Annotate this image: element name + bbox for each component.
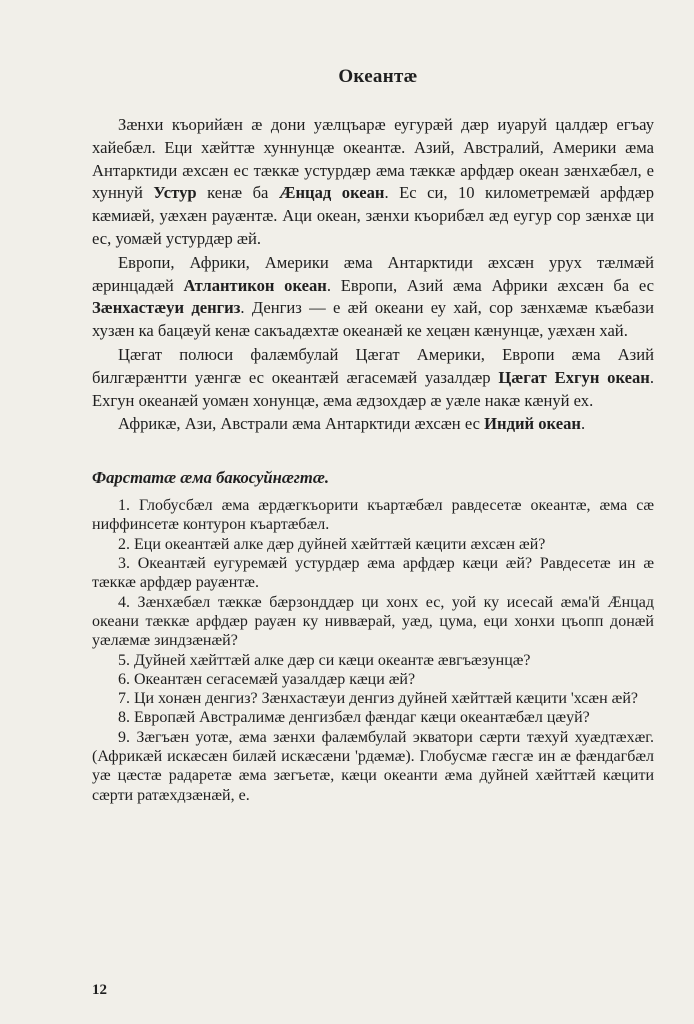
- paragraph-2: [92, 252, 654, 343]
- term-atlantikon-okean: Атлантикон океан: [183, 275, 327, 295]
- questions-list: [92, 496, 654, 805]
- term-ustur: Устур: [153, 183, 197, 203]
- paragraph-3: [92, 344, 654, 412]
- text-run: . Ес си, 10 километремæй арфдæр кæмиæй, уæхæн рауæнтæ. Аци океан, зæнхи къорибæл æд еугур сор зæнхæ ци ес, уомæй устурдæр æй.: [92, 183, 654, 248]
- text-run: . Денгиз — е æй океани еу хай, сор зæнхæмæ къæбази хузæн ка бацæуй кенæ сакъадæхтæ океанæй ке хецæн кæнунцæ, уæхæн хай.: [92, 298, 654, 341]
- question-item: 4. Зæнхæбæл тæккæ бæрзонддæр ци хонх ес, уой ку исесай æма'й Æнцад океани тæккæ арфдæр рауæн ку ниввæрай, уæд, цума, еци хонхи цъопп донæй уæлæмæ зиндзæнæй?: [92, 593, 654, 650]
- question-item: 2. Еци океантæй алке дæр дуйней хæйттæй кæцити æхсæн æй?: [118, 535, 546, 553]
- text-run: Цæгат полюси фалæмбулай Цæгат Америки, Европи æма Азий билгæрæнтти уæнгæ ес океантæй æгасемæй уазалдæр: [92, 344, 654, 387]
- page-number: 12: [92, 982, 107, 998]
- question-item: 6. Океантæн сегасемæй уазалдæр кæци æй?: [118, 670, 416, 688]
- question-item: 3. Океантæй еугуремæй устурдæр æма арфдæр кæци æй? Равдесетæ ин æ тæккæ арфдæр рауæнтæ.: [92, 555, 654, 592]
- question-item: 5. Дуйней хæйттæй алке дæр си кæци океантæ æвгъæзунцæ?: [118, 651, 531, 669]
- text-run: Африкæ, Ази, Австрали æма Антарктиди æхсæн ес: [118, 414, 485, 434]
- body-text: [92, 114, 654, 436]
- question-item: 1. Глобусбæл æма æрдæгкъорити къартæбæл равдесетæ океантæ, æма сæ ниффинсетæ контурон къартæбæл.: [92, 497, 654, 534]
- paragraph-1: [92, 114, 654, 251]
- questions-heading: Фарстатæ æма бакосуйнæгтæ.: [92, 468, 329, 488]
- term-tsaegat-ekhgun-okean: Цæгат Ехгун океан: [498, 367, 650, 387]
- term-indiy-okean: Индий океан: [484, 414, 581, 434]
- text-run: Зæнхи къорийæн æ дони уæлцъарæ еугурæй дæр иуаруй цалдæр егъау хайебæл. Еци хæйттæ хуннунцæ океантæ. Азий, Австралий, Америки æма Антарктиди æхсæн ес тæккæ устурдæр æма тæккæ арфдæр океан зæнхæбæл, е хуннуй: [92, 115, 654, 203]
- term-aentsad-okean: Æнцад океан: [278, 183, 385, 203]
- term-zaenkhastaeui-dengiz: Зæнхастæуи денгиз: [92, 298, 241, 318]
- paragraph-4: [92, 413, 654, 436]
- question-item: 8. Европæй Австралимæ денгизбæл фæндаг кæци океантæбæл цæуй?: [118, 709, 590, 727]
- text-run: кенæ ба: [196, 183, 279, 203]
- text-run: .: [580, 414, 586, 434]
- page-title: Океантæ: [338, 66, 418, 87]
- text-run: Европи, Африки, Америки æма Антарктиди æхсæн урух тæлмæй æринцадæй: [92, 252, 654, 295]
- question-item: 9. Зæгъæн уотæ, æма зæнхи фалæмбулай экватори сæрти тæхуй хуæдтæхæг. (Африкæй искæсæн билæй искæсæни 'рдæмæ). Глобусмæ гæсгæ ин æ фæндагбæл уæ цæстæ радаретæ æма зæгъетæ, кæци океанти æма дуйней хæйттæй кæцити сæрти ратæхдзæнæй, е.: [92, 728, 654, 804]
- text-run: . Европи, Азий æма Африки æхсæн ба ес: [326, 275, 654, 295]
- text-run: . Ехгун океанæй уомæн хонунцæ, æма æдзохдæр æ уæле накæ кæнуй ех.: [92, 367, 655, 410]
- question-item: 7. Ци хонæн денгиз? Зæнхастæуи денгиз дуйней хæйттæй кæцити 'хсæн æй?: [118, 690, 638, 708]
